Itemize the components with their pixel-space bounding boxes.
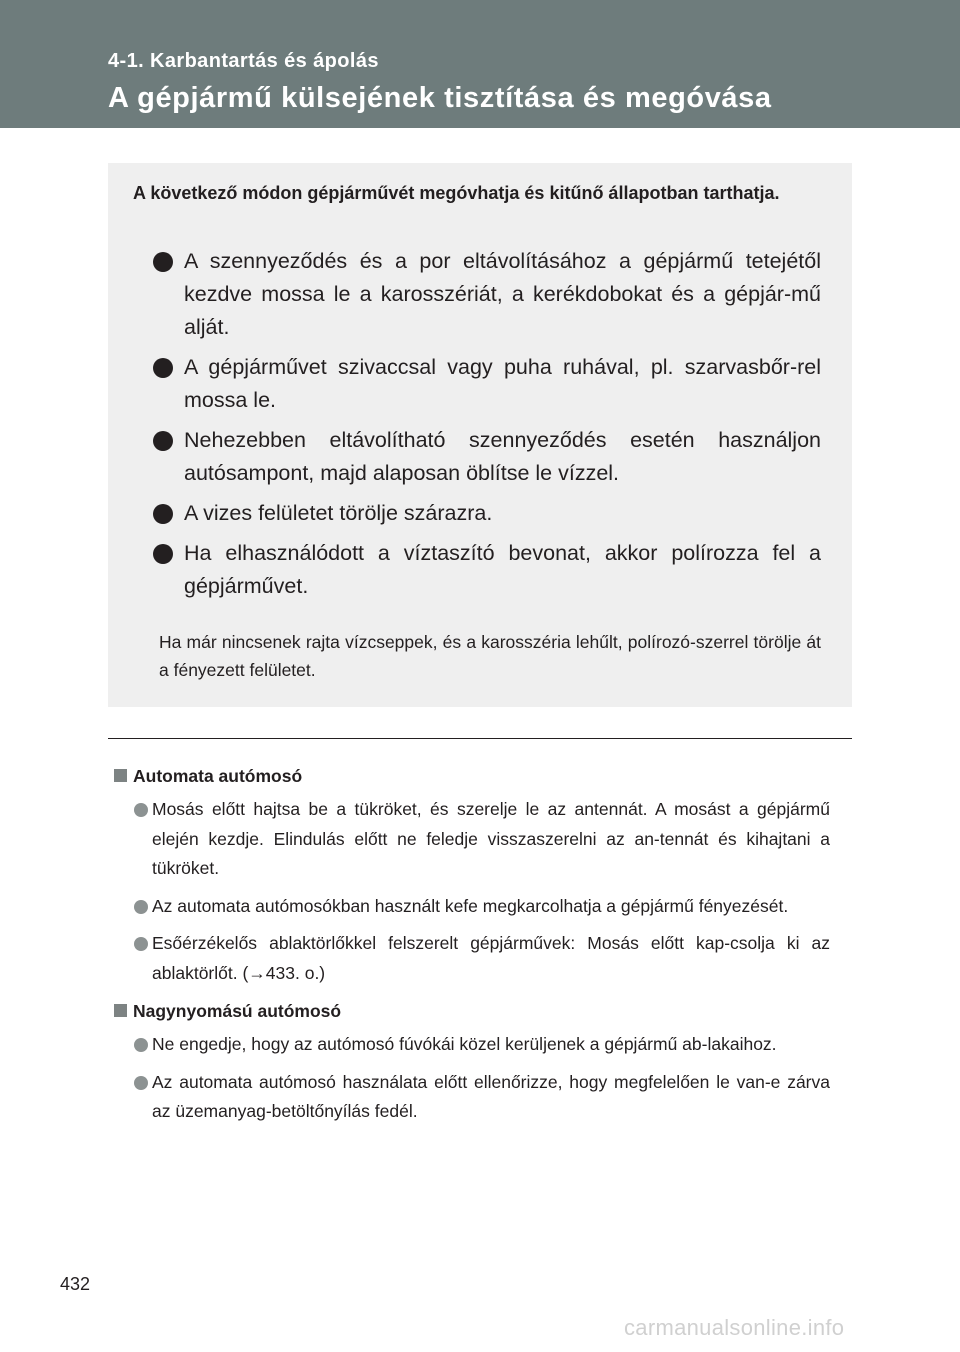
note-item — [114, 929, 830, 988]
note-item-text: Esőérzékelős ablaktörlőkkel felszerelt gépjárművek: Mosás előtt kap-csolja ki az ablaktörlőt. (→433. o.) — [152, 933, 830, 983]
intro-bullet-text: A szennyeződés és a por eltávolításához a gépjármű tetejétől kezdve mossa le a karosszériát, a kerékdobokat és a gépjár-mű alját. — [184, 249, 821, 339]
intro-box — [108, 163, 852, 707]
intro-lead: A következő módon gépjárművét megóvhatja és kitűnő állapotban tarthatja. — [133, 183, 780, 203]
note-item — [114, 795, 830, 884]
intro-bullet-text: A vizes felületet törölje szárazra. — [184, 501, 493, 525]
note-item — [114, 892, 830, 922]
note-heading-text: Nagynyomású autómosó — [133, 1001, 342, 1021]
intro-bullet — [153, 245, 821, 344]
note-item-text: Ne engedje, hogy az autómosó fúvókái közel kerüljenek a gépjármű ab-lakaihoz. — [152, 1034, 777, 1054]
note-item — [114, 1068, 830, 1127]
section-label: 4-1. Karbantartás és ápolás — [108, 50, 379, 72]
dot-bullet-icon — [134, 1076, 148, 1090]
chapter-header — [0, 0, 960, 128]
notes-section — [114, 761, 830, 1135]
note-item-text: Az automata autómosó használata előtt ellenőrizze, hogy megfelelően le van-e zárva az üzemanyag-betöltőnyílás fedél. — [152, 1071, 830, 1121]
intro-bullet — [153, 424, 821, 490]
page-number: 432 — [60, 1274, 91, 1294]
square-bullet-icon — [114, 1004, 127, 1017]
watermark: carmanualsonline.info — [624, 1315, 845, 1340]
intro-bullet-list — [153, 245, 821, 610]
square-bullet-icon — [114, 769, 127, 782]
page-title: A gépjármű külsejének tisztítása és megóvása — [108, 82, 772, 114]
intro-bullet — [153, 537, 821, 603]
intro-bullet-text: A gépjárművet szivaccsal vagy puha ruhával, pl. szarvasbőr-rel mossa le. — [184, 355, 821, 412]
intro-bullet-text: Nehezebben eltávolítható szennyeződés esetén használjon autósampont, majd alaposan öblítse le vízzel. — [184, 428, 821, 485]
bullet-dot-icon — [153, 358, 173, 378]
bullet-dot-icon — [153, 504, 173, 524]
note-heading-high-pressure-wash — [114, 996, 830, 1026]
section-divider — [108, 738, 852, 739]
intro-bullet — [153, 351, 821, 417]
note-heading-text: Automata autómosó — [133, 766, 303, 786]
bullet-dot-icon — [153, 544, 173, 564]
dot-bullet-icon — [134, 803, 148, 817]
dot-bullet-icon — [134, 937, 148, 951]
dot-bullet-icon — [134, 1038, 148, 1052]
intro-bullet-text: Ha elhasználódott a víztaszító bevonat, akkor polírozza fel a gépjárművet. — [184, 541, 821, 598]
dot-bullet-icon — [134, 900, 148, 914]
intro-note: Ha már nincsenek rajta vízcseppek, és a karosszéria lehűlt, polírozó-szerrel törölje át a fényezett felületet. — [159, 632, 821, 680]
bullet-dot-icon — [153, 252, 173, 272]
note-item-text: Az automata autómosókban használt kefe megkarcolhatja a gépjármű fényezését. — [152, 895, 789, 916]
intro-bullet — [153, 497, 821, 530]
bullet-dot-icon — [153, 431, 173, 451]
note-item-text: Mosás előtt hajtsa be a tükröket, és szerelje le az antennát. A mosást a gépjármű elején kezdje. Elindulás előtt ne feledje visszaszerelni az an-tennát és kihajtani a tükröket. — [152, 799, 830, 878]
note-item — [114, 1030, 830, 1060]
note-heading-automatic-wash — [114, 761, 830, 791]
